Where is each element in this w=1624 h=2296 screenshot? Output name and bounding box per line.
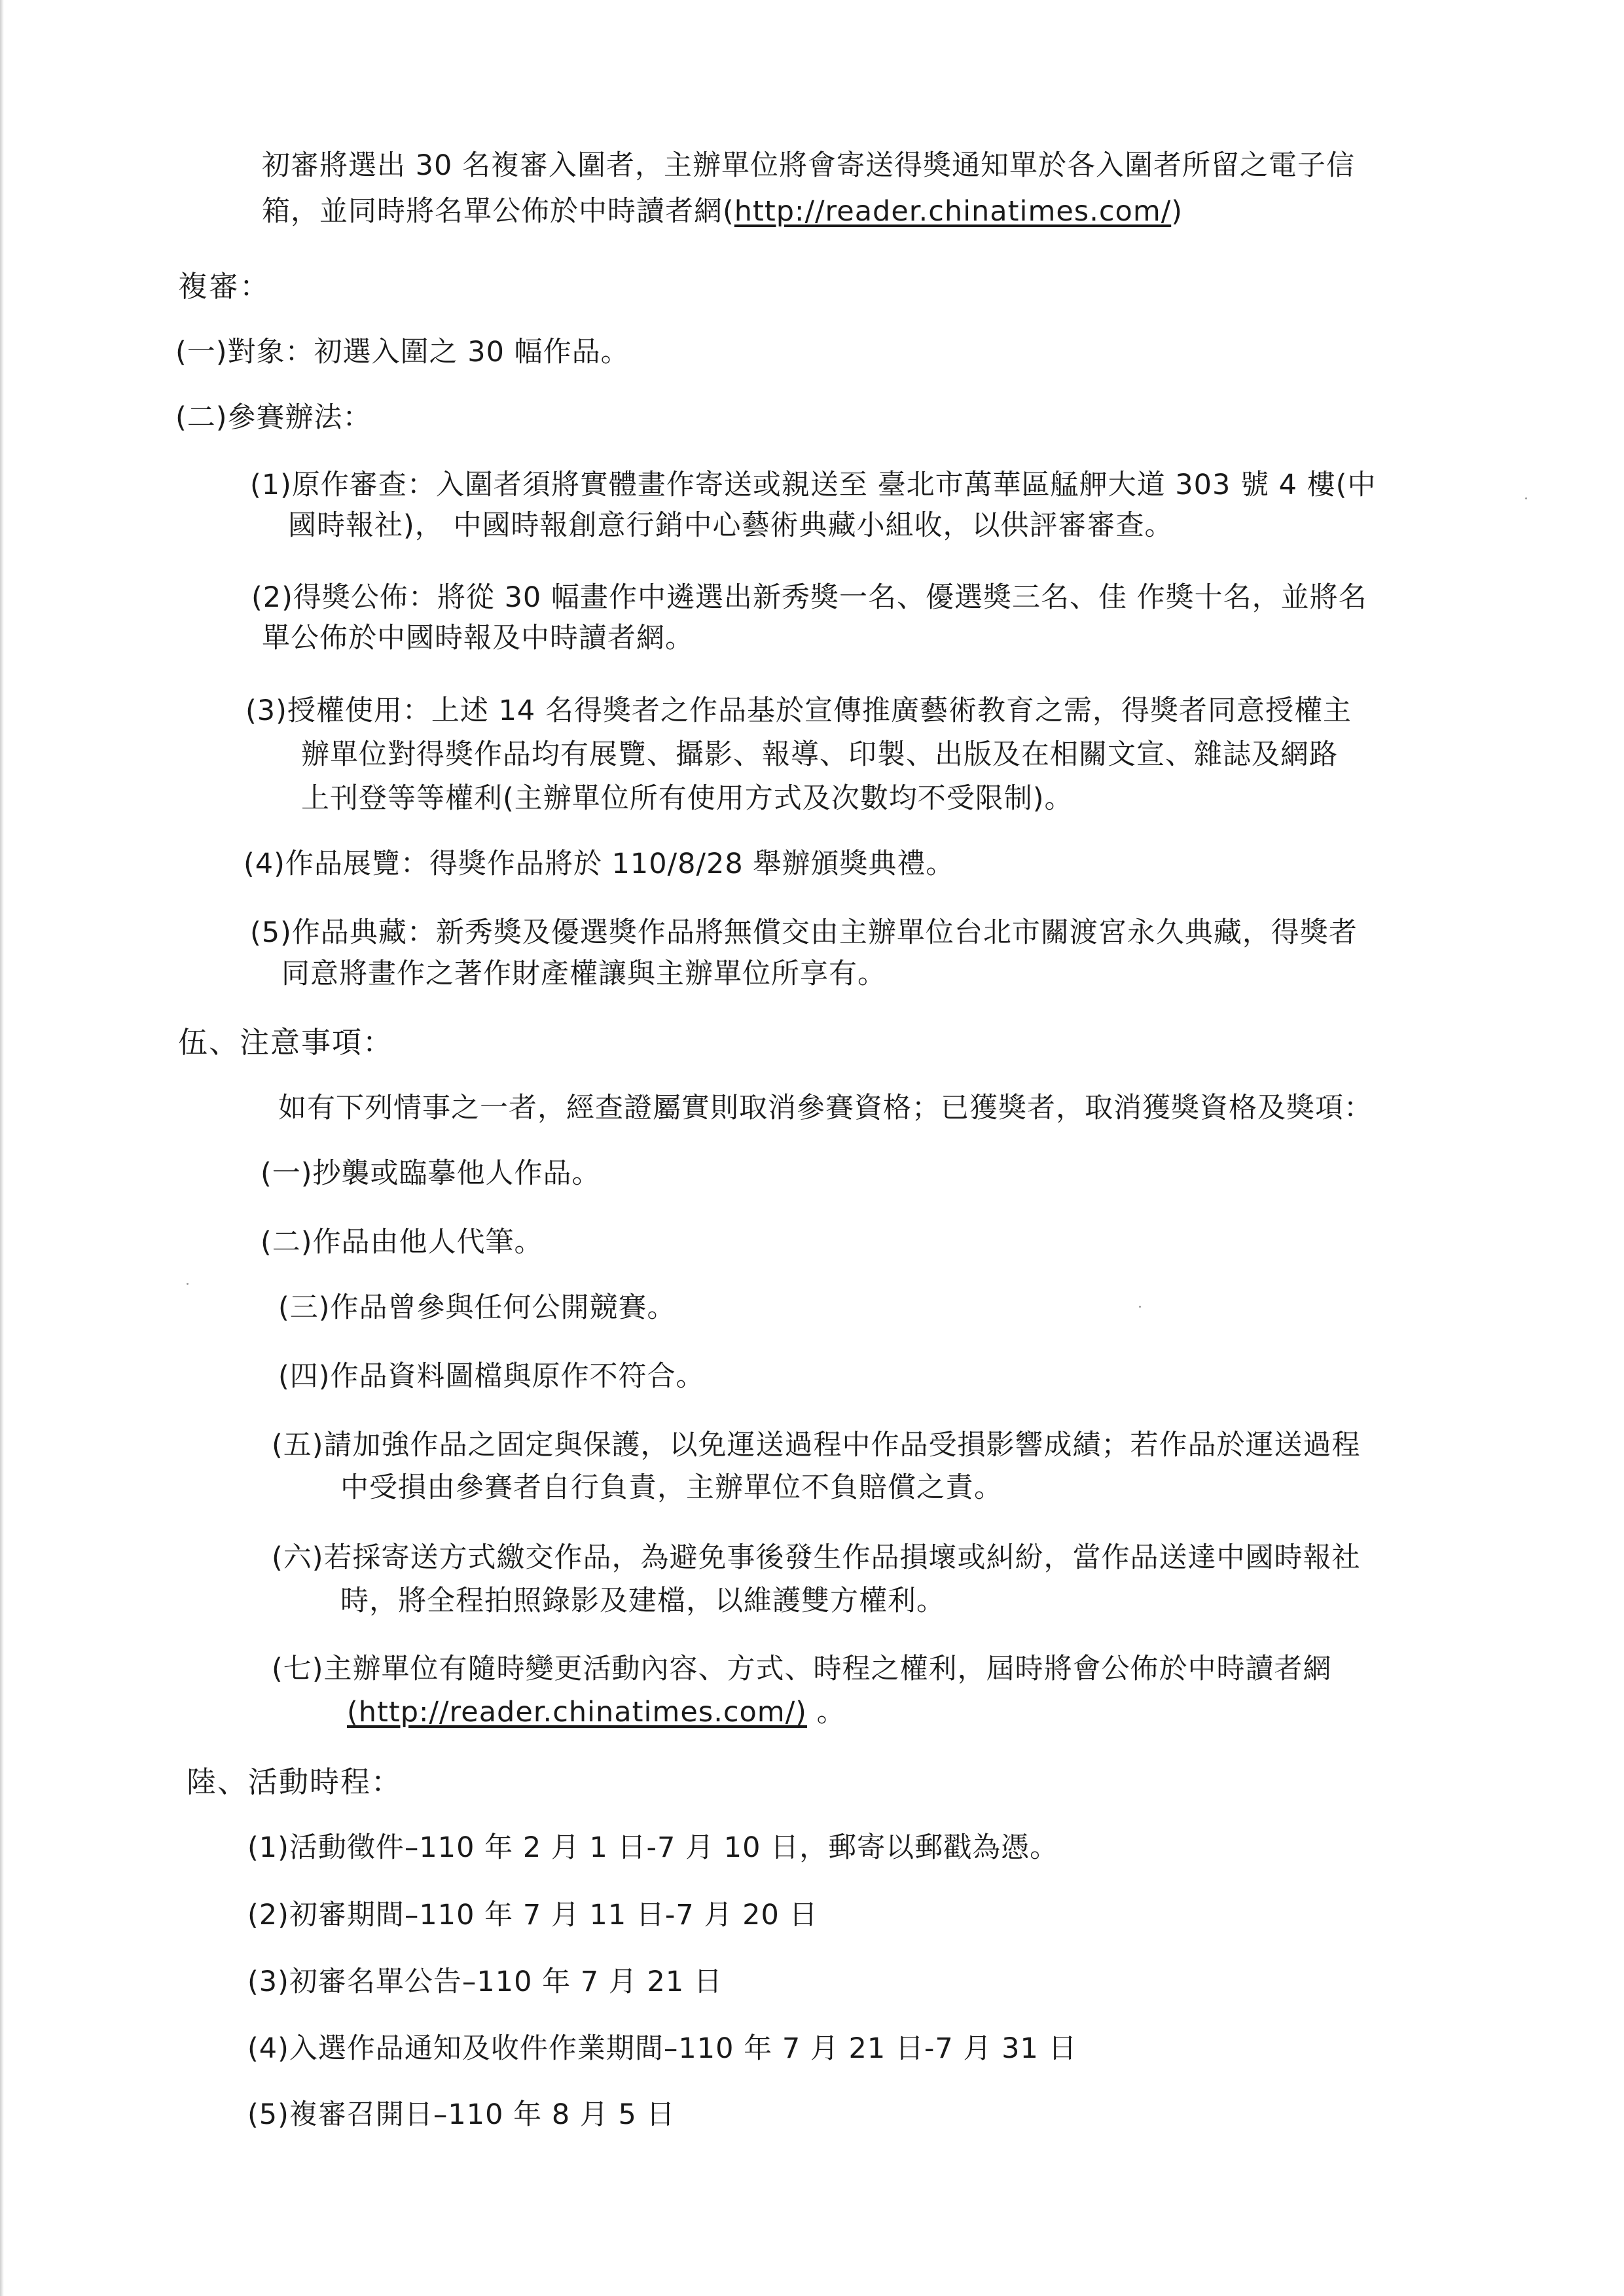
schedule-item-5: (5)複審召開日–110 年 8 月 5 日 bbox=[247, 2098, 676, 2131]
reader-link-2[interactable]: (http://reader.chinatimes.com/) bbox=[347, 1696, 807, 1729]
note-5-line-1: (五)請加強作品之固定與保護，以免運送過程中作品受損影響成績；若作品於運送過程 bbox=[272, 1429, 1361, 1462]
intro-line-2-prefix: 箱，並同時將名單公佈於中時讀者網( bbox=[262, 195, 734, 228]
review-item-1-line-2: 國時報社)， 中國時報創意行銷中心藝術典藏小組收，以供評審審查。 bbox=[288, 509, 1174, 542]
scan-speck bbox=[1139, 1306, 1141, 1308]
review-item-3-line-1: (3)授權使用：上述 14 名得獎者之作品基於宣傳推廣藝術教育之需，得獎者同意授權主 bbox=[245, 694, 1352, 727]
intro-line-2-suffix: ) bbox=[1171, 195, 1183, 228]
note-1: (一)抄襲或臨摹他人作品。 bbox=[261, 1157, 601, 1190]
review-item-2-line-1: (2)得獎公佈：將從 30 幅畫作中遴選出新秀獎一名、優選獎三名、佳 作獎十名，並將名 bbox=[251, 581, 1367, 614]
review-heading: 複審： bbox=[178, 269, 271, 304]
note-7-line-2 bbox=[347, 1694, 846, 1731]
schedule-item-1: (1)活動徵件–110 年 2 月 1 日-7 月 10 日，郵寄以郵戳為憑。 bbox=[247, 1831, 1059, 1864]
review-target: (一)對象：初選入圍之 30 幅作品。 bbox=[175, 336, 630, 368]
scan-speck bbox=[1525, 497, 1527, 499]
note-7-line-1: (七)主辦單位有隨時變更活動內容、方式、時程之權利，屆時將會公佈於中時讀者網 bbox=[272, 1653, 1332, 1685]
review-item-4: (4)作品展覽：得獎作品將於 110/8/28 舉辦頒獎典禮。 bbox=[244, 848, 955, 880]
reader-link[interactable]: http://reader.chinatimes.com/ bbox=[734, 195, 1172, 228]
scan-edge bbox=[0, 0, 4, 2296]
note-6-line-2: 時，將全程拍照錄影及建檔，以維護雙方權利。 bbox=[340, 1585, 945, 1617]
schedule-item-3: (3)初審名單公告–110 年 7 月 21 日 bbox=[247, 1965, 723, 1998]
schedule-item-4: (4)入選作品通知及收件作業期間–110 年 7 月 21 日-7 月 31 日 bbox=[247, 2032, 1077, 2065]
note-7-suffix: 。 bbox=[806, 1696, 846, 1729]
intro-line-1: 初審將選出 30 名複審入圍者，主辦單位將會寄送得獎通知單於各入圍者所留之電子信 bbox=[262, 149, 1356, 182]
note-3: (三)作品曾參與任何公開競賽。 bbox=[278, 1291, 676, 1324]
intro-line-2 bbox=[262, 193, 1183, 230]
review-item-2-line-2: 單公佈於中國時報及中時讀者網。 bbox=[262, 622, 694, 655]
schedule-item-2: (2)初審期間–110 年 7 月 11 日-7 月 20 日 bbox=[247, 1899, 818, 1931]
note-2: (二)作品由他人代筆。 bbox=[261, 1226, 543, 1259]
review-method-heading: (二)參賽辦法： bbox=[175, 401, 372, 434]
notes-intro: 如有下列情事之一者，經查證屬實則取消參賽資格；已獲獎者，取消獲獎資格及獎項： bbox=[278, 1092, 1373, 1124]
note-5-line-2: 中受損由參賽者自行負責，主辦單位不負賠償之責。 bbox=[340, 1471, 1003, 1504]
review-item-5-line-2: 同意將畫作之著作財產權讓與主辦單位所享有。 bbox=[281, 958, 886, 990]
notes-heading: 伍、注意事項： bbox=[178, 1025, 394, 1060]
review-item-5-line-1: (5)作品典藏：新秀獎及優選獎作品將無償交由主辦單位台北市關渡宮永久典藏，得獎者 bbox=[250, 916, 1358, 949]
note-4: (四)作品資料圖檔與原作不符合。 bbox=[278, 1360, 705, 1393]
schedule-heading: 陸、活動時程： bbox=[187, 1765, 403, 1799]
note-6-line-1: (六)若採寄送方式繳交作品，為避免事後發生作品損壞或糾紛，當作品送達中國時報社 bbox=[272, 1541, 1361, 1574]
review-item-3-line-3: 上刊登等等權利(主辦單位所有使用方式及次數均不受限制)。 bbox=[301, 782, 1074, 815]
scan-speck bbox=[187, 1283, 189, 1285]
review-item-3-line-2: 辦單位對得獎作品均有展覽、攝影、報導、印製、出版及在相關文宣、雜誌及網路 bbox=[301, 738, 1338, 771]
review-item-1-line-1: (1)原作審查：入圍者須將實體畫作寄送或親送至 臺北市萬華區艋舺大道 303 號 4 樓(中 bbox=[250, 469, 1377, 501]
